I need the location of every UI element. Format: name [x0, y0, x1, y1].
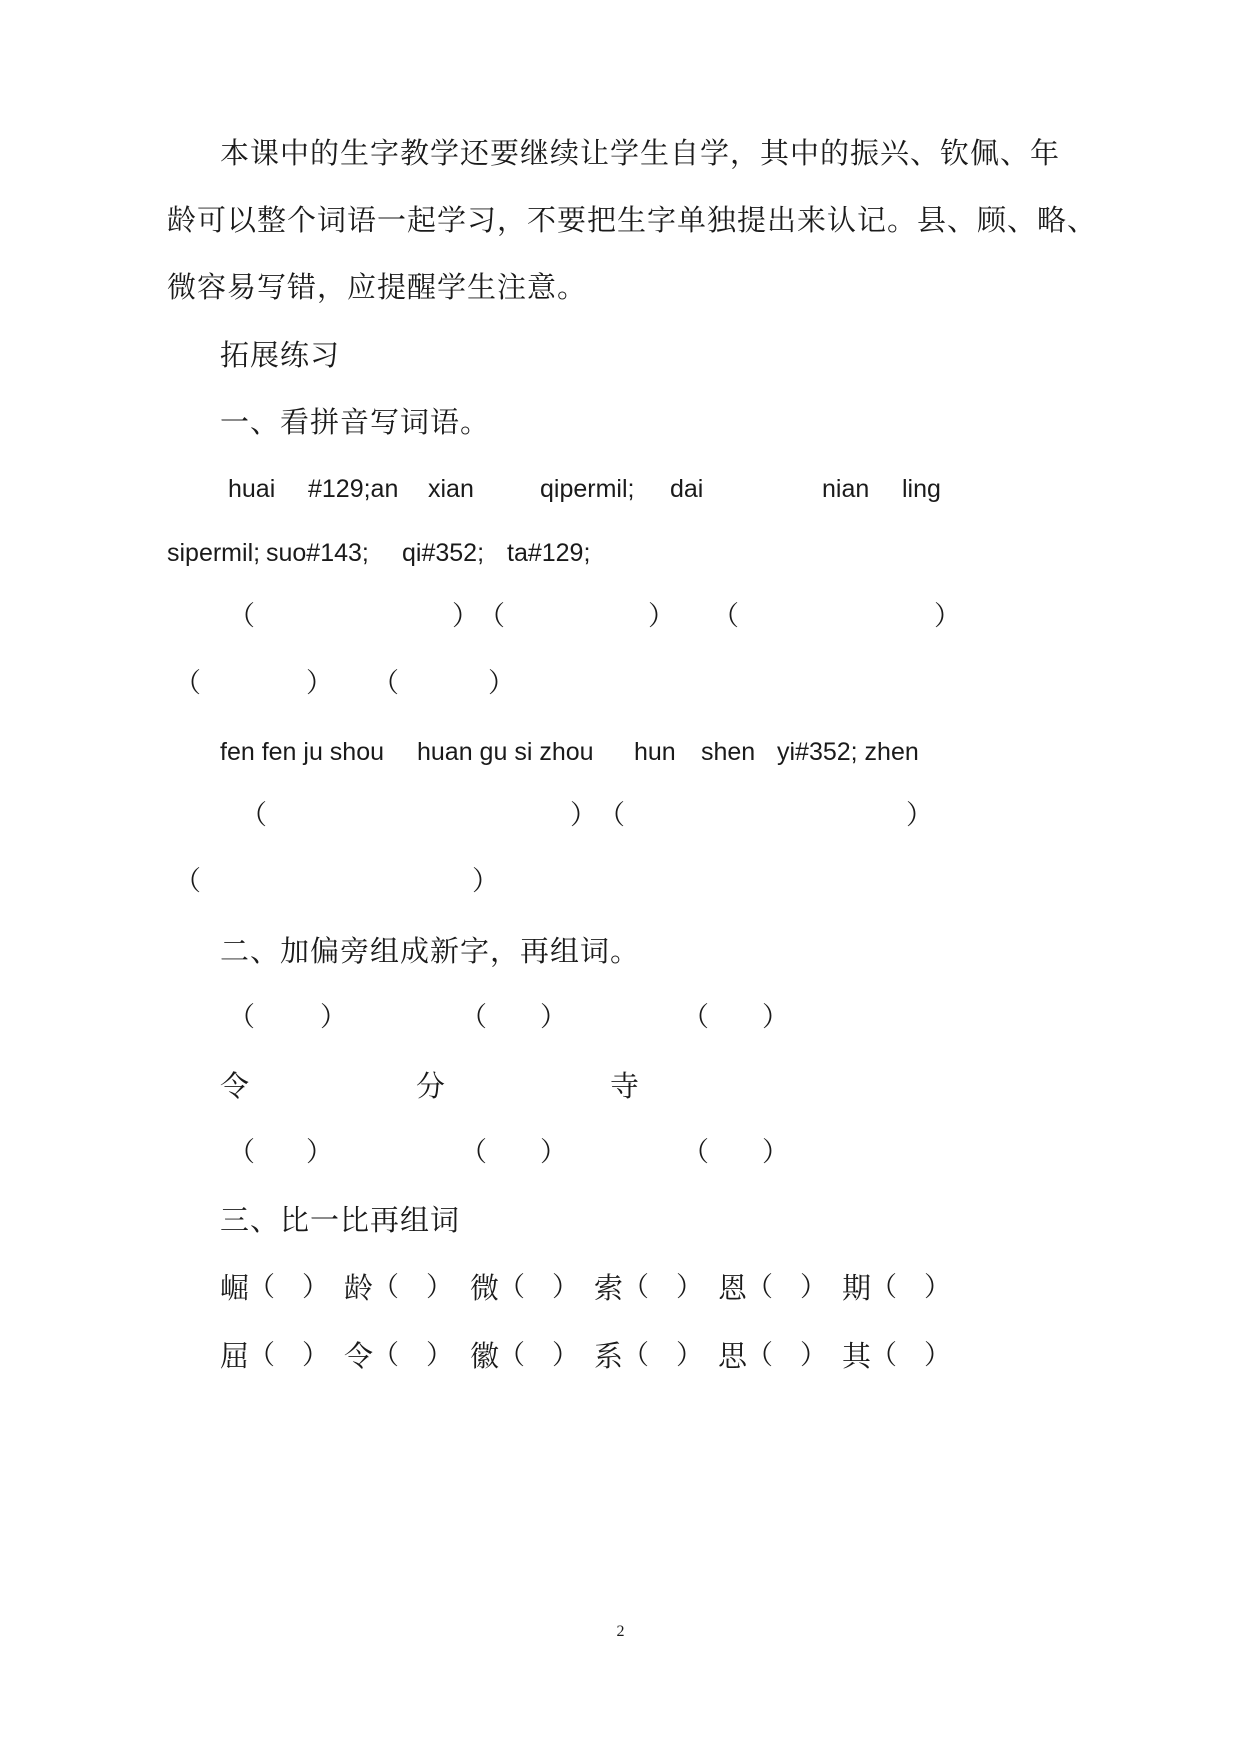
answer-blank-close: ） — [648, 601, 675, 632]
answer-blank-open: （ — [498, 1340, 525, 1371]
pinyin-word: xian — [428, 475, 474, 503]
pinyin-word: ling — [902, 475, 941, 503]
answer-blank-open: （ — [240, 800, 267, 831]
exercise3-title: 三、比一比再组词 — [220, 1203, 461, 1237]
pinyin-word: qipermil; — [540, 475, 635, 503]
answer-blank-close: ） — [306, 668, 333, 699]
compare-character: 徽 — [470, 1339, 501, 1373]
answer-blank-open: （ — [228, 1002, 255, 1033]
compare-character: 令 — [344, 1339, 375, 1373]
answer-blank-open: （ — [682, 1137, 709, 1168]
answer-blank-close: ） — [302, 1340, 329, 1371]
answer-blank-open: （ — [228, 601, 255, 632]
answer-blank-open: （ — [174, 668, 201, 699]
answer-blank-close: ） — [676, 1272, 703, 1303]
answer-blank-open: （ — [372, 668, 399, 699]
intro-line-1: 本课中的生字教学还要继续让学生自学，其中的振兴、钦佩、年 — [220, 136, 1061, 170]
compare-character: 思 — [718, 1339, 749, 1373]
answer-blank-open: （ — [870, 1272, 897, 1303]
compare-character: 屈 — [220, 1339, 251, 1373]
answer-blank-open: （ — [460, 1002, 487, 1033]
answer-blank-close: ） — [570, 800, 597, 831]
pinyin-word: huan gu si zhou — [417, 738, 594, 766]
pinyin-word: fen fen ju shou — [220, 738, 385, 766]
answer-blank-open: （ — [746, 1272, 773, 1303]
answer-blank-close: ） — [762, 1137, 789, 1168]
pinyin-word: dai — [670, 475, 704, 503]
answer-blank-close: ） — [320, 1002, 347, 1033]
answer-blank-open: （ — [248, 1272, 275, 1303]
answer-blank-open: （ — [372, 1272, 399, 1303]
answer-blank-open: （ — [622, 1340, 649, 1371]
compare-character: 龄 — [344, 1271, 375, 1305]
pinyin-word: #129;an — [308, 475, 399, 503]
answer-blank-open: （ — [712, 601, 739, 632]
answer-blank-open: （ — [372, 1340, 399, 1371]
pinyin-word: qi#352; — [402, 539, 485, 567]
answer-blank-open: （ — [460, 1137, 487, 1168]
answer-blank-close: ） — [306, 1137, 333, 1168]
answer-blank-open: （ — [682, 1002, 709, 1033]
compare-character: 系 — [594, 1339, 625, 1373]
pinyin-word: hun — [634, 738, 676, 766]
answer-blank-open: （ — [228, 1137, 255, 1168]
answer-blank-close: ） — [800, 1340, 827, 1371]
intro-line-2: 龄可以整个词语一起学习，不要把生字单独提出来认记。县、顾、略、 — [167, 203, 1098, 237]
exercise1-title: 一、看拼音写词语。 — [220, 405, 491, 439]
pinyin-word: shen — [701, 738, 756, 766]
compare-character: 索 — [594, 1271, 625, 1305]
answer-blank-open: （ — [598, 800, 625, 831]
pinyin-word: suo#143; — [266, 539, 369, 567]
answer-blank-close: ） — [800, 1272, 827, 1303]
answer-blank-close: ） — [934, 601, 961, 632]
answer-blank-close: ） — [302, 1272, 329, 1303]
answer-blank-close: ） — [676, 1340, 703, 1371]
base-character: 令 — [220, 1069, 251, 1103]
answer-blank-open: （ — [248, 1340, 275, 1371]
compare-character: 微 — [470, 1271, 501, 1305]
compare-character: 期 — [842, 1271, 873, 1305]
section-title: 拓展练习 — [220, 338, 341, 372]
compare-character: 其 — [842, 1339, 873, 1373]
exercise2-title: 二、加偏旁组成新字，再组词。 — [220, 934, 641, 968]
answer-blank-open: （ — [478, 601, 505, 632]
page-number: 2 — [616, 1623, 625, 1640]
pinyin-word: huai — [228, 475, 276, 503]
answer-blank-close: ） — [426, 1340, 453, 1371]
answer-blank-close: ） — [540, 1137, 567, 1168]
answer-blank-close: ） — [552, 1340, 579, 1371]
answer-blank-open: （ — [498, 1272, 525, 1303]
answer-blank-close: ） — [924, 1272, 951, 1303]
answer-blank-close: ） — [762, 1002, 789, 1033]
base-character: 寺 — [610, 1069, 641, 1103]
intro-line-3: 微容易写错，应提醒学生注意。 — [167, 270, 588, 304]
compare-character: 崛 — [220, 1271, 251, 1305]
pinyin-word: yi#352; zhen — [777, 738, 919, 766]
answer-blank-close: ） — [426, 1272, 453, 1303]
answer-blank-open: （ — [870, 1340, 897, 1371]
answer-blank-close: ） — [488, 668, 515, 699]
answer-blank-close: ） — [906, 800, 933, 831]
answer-blank-close: ） — [552, 1272, 579, 1303]
compare-character: 恩 — [718, 1271, 749, 1305]
answer-blank-open: （ — [746, 1340, 773, 1371]
base-character: 分 — [416, 1069, 447, 1103]
answer-blank-close: ） — [472, 866, 499, 897]
answer-blank-close: ） — [540, 1002, 567, 1033]
answer-blank-close: ） — [452, 601, 479, 632]
answer-blank-open: （ — [622, 1272, 649, 1303]
pinyin-word: sipermil; — [167, 539, 261, 567]
answer-blank-close: ） — [924, 1340, 951, 1371]
answer-blank-open: （ — [174, 866, 201, 897]
pinyin-word: ta#129; — [507, 539, 591, 567]
pinyin-word: nian — [822, 475, 870, 503]
